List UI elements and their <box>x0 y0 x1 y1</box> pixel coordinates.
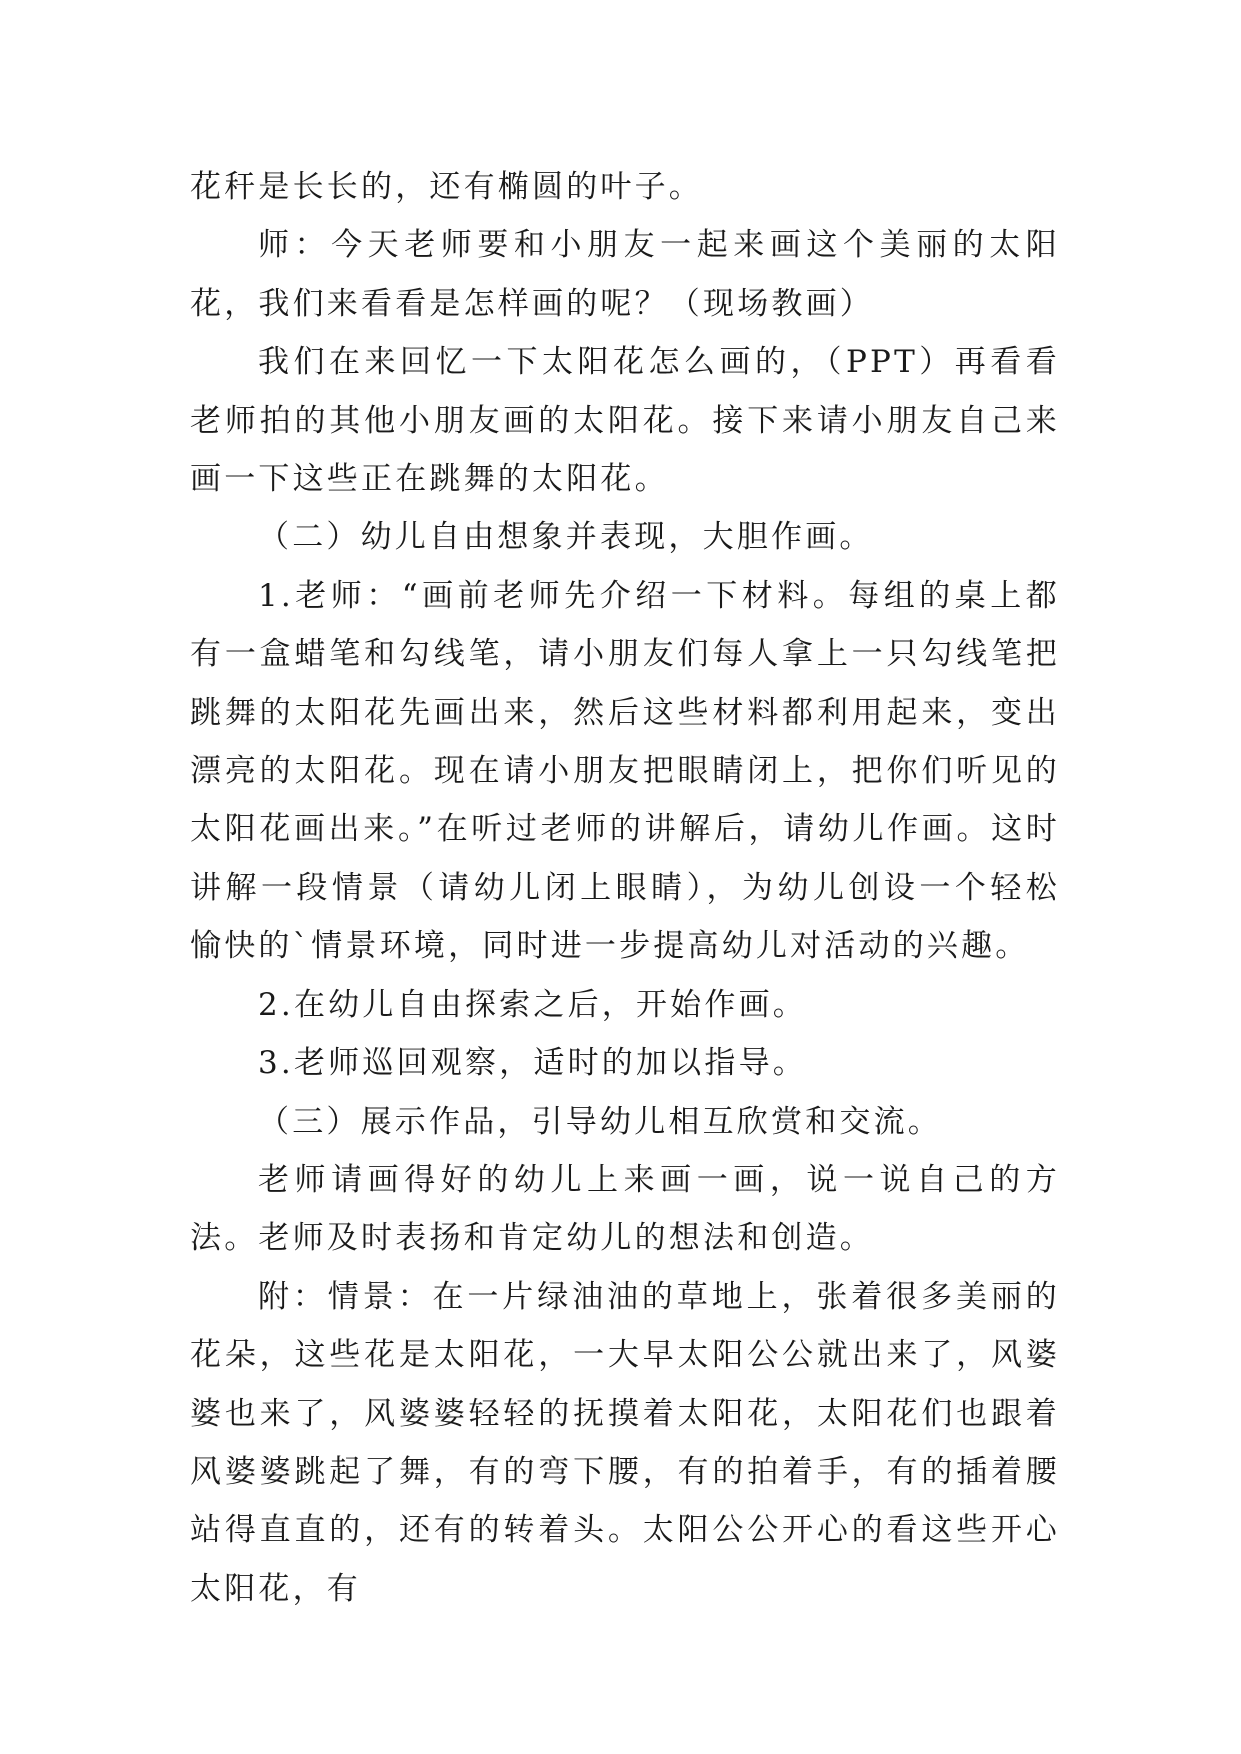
paragraph-10: 附：情景：在一片绿油油的草地上，张着很多美丽的花朵，这些花是太阳花，一大早太阳公公就出来了，风婆婆也来了，风婆婆轻轻的抚摸着太阳花，太阳花们也跟着风婆婆跳起了舞，有的弯下腰，有的拍着手，有的插着腰站得直直的，还有的转着头。太阳公公开心的看这些开心太阳花，有 <box>190 1278 1060 1607</box>
paragraph-5: 1.老师：“画前老师先介绍一下材料。每组的桌上都有一盒蜡笔和勾线笔，请小朋友们每人拿上一只勾线笔把跳舞的太阳花先画出来，然后这些材料都利用起来，变出漂亮的太阳花。现在请小朋友把眼睛闭上，把你们听见的太阳花画出来。”在听过老师的讲解后，请幼儿作画。这时讲解一段情景（请幼儿闭上眼睛），为幼儿创设一个轻松愉快的`情景环境，同时进一步提高幼儿对活动的兴趣。 <box>190 577 1060 965</box>
paragraph-3: 我们在来回忆一下太阳花怎么画的，（PPT）再看看老师拍的其他小朋友画的太阳花。接下来请小朋友自己来画一下这些正在跳舞的太阳花。 <box>190 344 1060 498</box>
body-text <box>190 158 1060 1618</box>
paragraph-7: 3.老师巡回观察，适时的加以指导。 <box>258 1045 807 1082</box>
paragraph-4: （二）幼儿自由想象并表现，大胆作画。 <box>258 519 874 556</box>
paragraph-6: 2.在幼儿自由探索之后，开始作画。 <box>258 986 807 1023</box>
paragraph-8: （三）展示作品，引导幼儿相互欣赏和交流。 <box>258 1103 942 1140</box>
paragraph-1: 花秆是长长的，还有椭圆的叶子。 <box>190 169 703 205</box>
paragraph-2: 师：今天老师要和小朋友一起来画这个美丽的太阳花，我们来看看是怎样画的呢？（现场教画） <box>190 227 1060 322</box>
paragraph-9: 老师请画得好的幼儿上来画一画，说一说自己的方法。老师及时表扬和肯定幼儿的想法和创造。 <box>190 1161 1060 1257</box>
